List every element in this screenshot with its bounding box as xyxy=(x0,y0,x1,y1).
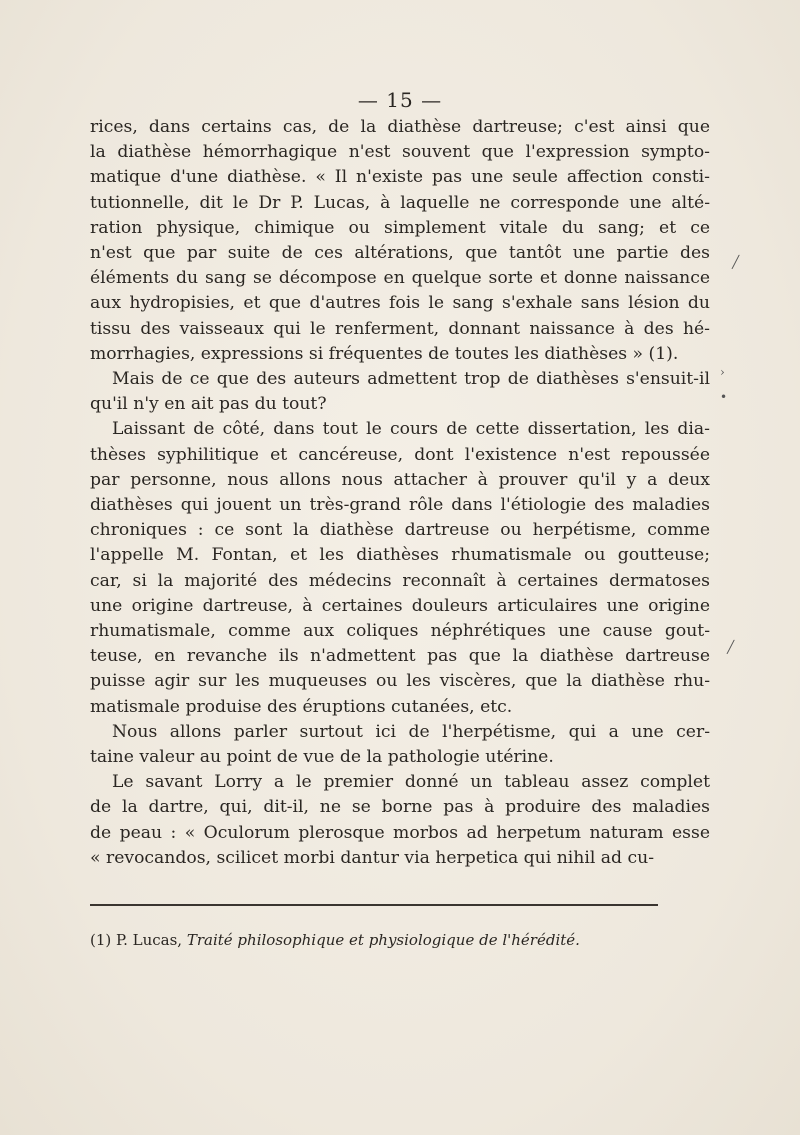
text-line: chroniques : ce sont la diathèse dartreuse ou herpétisme, comme xyxy=(90,520,710,541)
text-line: diathèses qui jouent un très-grand rôle dans l'étiologie des maladies xyxy=(90,495,710,516)
text-line: car, si la majorité des médecins reconnaît à certaines dermatoses xyxy=(90,570,710,591)
text-line: taine valeur au point de vue de la pathologie utérine. xyxy=(90,747,554,768)
body-text xyxy=(90,115,710,871)
paragraph xyxy=(90,115,710,367)
footnote-rule xyxy=(90,904,658,906)
margin-pencil-mark: • xyxy=(720,390,728,404)
text-line: l'appelle M. Fontan, et les diathèses rhumatismale ou goutteuse; xyxy=(90,545,710,566)
page-number: — 15 — xyxy=(357,88,443,112)
footnote xyxy=(90,930,690,950)
text-line: tissu des vaisseaux qui le renferment, donnant naissance à des hé- xyxy=(90,318,710,339)
footnote-author: P. Lucas, xyxy=(116,931,183,949)
text-line: puisse agir sur les muqueuses ou les viscères, que la diathèse rhu- xyxy=(90,671,710,692)
paragraph xyxy=(90,770,710,871)
footnote-marker: (1) xyxy=(90,931,112,949)
paragraph xyxy=(90,720,710,770)
text-line: par personne, nous allons nous attacher à prouver qu'il y a deux xyxy=(90,469,710,490)
text-line: de peau : « Oculorum plerosque morbos ad herpetum naturam esse xyxy=(90,822,710,843)
text-line: matismale produise des éruptions cutanées, etc. xyxy=(90,696,513,717)
text-line: tutionnelle, dit le Dr P. Lucas, à laquelle ne corresponde une alté- xyxy=(90,192,710,213)
text-line: Mais de ce que des auteurs admettent trop de diathèses s'ensuit-il xyxy=(112,369,710,390)
text-line: morrhagies, expressions si fréquentes de toutes les diathèses » (1). xyxy=(90,343,679,364)
text-line: Laissant de côté, dans tout le cours de cette dissertation, les dia- xyxy=(112,419,710,440)
text-line: thèses syphilitique et cancéreuse, dont l'existence n'est repoussée xyxy=(90,444,710,465)
text-line: « revocandos, scilicet morbi dantur via herpetica qui nihil ad cu- xyxy=(90,847,654,868)
text-line: n'est que par suite de ces altérations, que tantôt une partie des xyxy=(90,243,710,264)
text-line: de la dartre, qui, dit-il, ne se borne pas à produire des maladies xyxy=(90,797,710,818)
footnote-title: Traité philosophique et physiologique de l'hérédité. xyxy=(186,931,580,949)
text-line: une origine dartreuse, à certaines douleurs articulaires une origine xyxy=(90,595,710,616)
text-line: rhumatismale, comme aux coliques néphrétiques une cause gout- xyxy=(90,621,710,642)
margin-pencil-mark: ╱ xyxy=(727,640,735,654)
text-line: la diathèse hémorrhagique n'est souvent que l'expression sympto- xyxy=(90,142,710,163)
paragraph xyxy=(90,417,710,719)
paragraph xyxy=(90,367,710,417)
text-line: rices, dans certains cas, de la diathèse dartreuse; c'est ainsi que xyxy=(90,117,710,137)
text-line: teuse, en revanche ils n'admettent pas que la diathèse dartreuse xyxy=(90,646,710,667)
text-line: ration physique, chimique ou simplement vitale du sang; et ce xyxy=(90,217,710,238)
text-line: matique d'une diathèse. « Il n'existe pas une seule affection consti- xyxy=(90,167,710,188)
margin-pencil-mark: ╱ xyxy=(732,255,740,269)
text-line: éléments du sang se décompose en quelque sorte et donne naissance xyxy=(90,268,710,289)
text-line: Le savant Lorry a le premier donné un tableau assez complet xyxy=(112,772,710,793)
text-line: aux hydropisies, et que d'autres fois le sang s'exhale sans lésion du xyxy=(90,293,710,314)
text-line: qu'il n'y en ait pas du tout? xyxy=(90,394,327,415)
text-line: Nous allons parler surtout ici de l'herpétisme, qui a une cer- xyxy=(112,721,710,742)
margin-pencil-mark: › xyxy=(720,365,725,379)
